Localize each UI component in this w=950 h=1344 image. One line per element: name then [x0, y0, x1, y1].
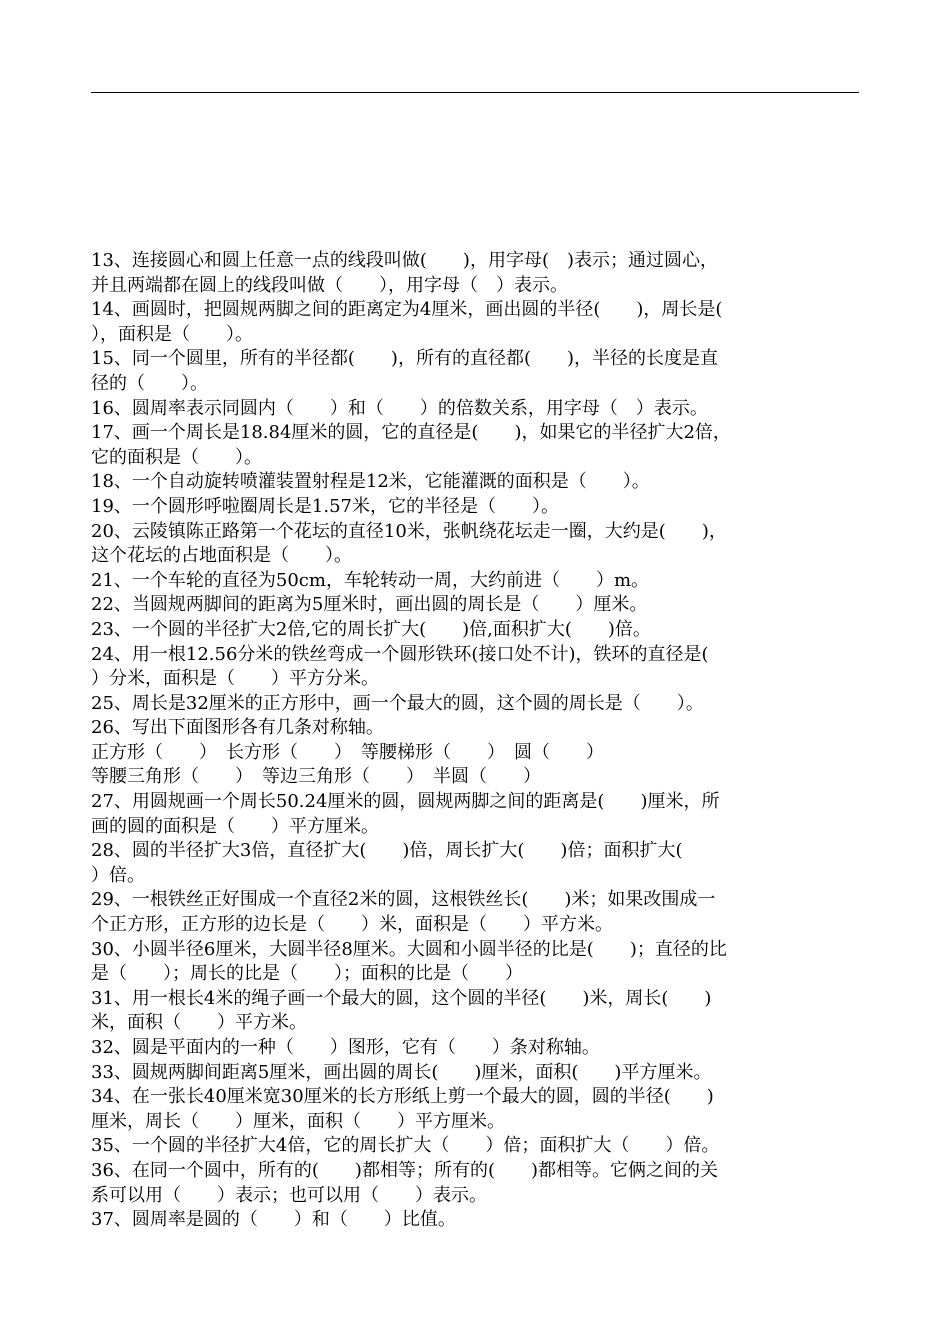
text-line: 21、一个车轮的直径为50cm，车轮转动一周，大约前进（ ）m。 [91, 569, 650, 591]
text-line: 33、圆规两脚间距离5厘米，画出圆的周长( )厘米，面积( )平方厘米。 [91, 1061, 712, 1083]
text-line: 20、云陵镇陈正路第一个花坛的直径10米，张帆绕花坛走一圈，大约是( )， [91, 520, 727, 542]
text-line: 23、一个圆的半径扩大2倍,它的周长扩大( )倍,面积扩大( )倍。 [91, 618, 651, 640]
text-line: ），面积是（ ）。 [91, 323, 253, 345]
text-line: 27、用圆规画一个周长50.24厘米的圆，圆规两脚之间的距离是( )厘米，所 [91, 791, 720, 813]
text-line: 24、用一根12.56分米的铁丝弯成一个圆形铁环(接口处不计)，铁环的直径是( [91, 643, 709, 665]
text-line: 18、一个自动旋转喷灌装置射程是12米，它能灌溉的面积是（ ）。 [91, 471, 650, 493]
header-rule [91, 92, 859, 93]
text-line: 30、小圆半径6厘米，大圆半径8厘米。大圆和小圆半径的比是( )；直径的比 [91, 938, 727, 960]
text-line: 画的圆的面积是（ ）平方厘米。 [91, 815, 379, 837]
text-line: 等腰三角形（ ） 等边三角形（ ） 半圆（ ） [91, 766, 541, 788]
question-list [91, 249, 859, 1233]
text-line: 正方形（ ） 长方形（ ） 等腰梯形（ ） 圆（ ） [91, 741, 604, 763]
text-line: 28、圆的半径扩大3倍，直径扩大( )倍，周长扩大( )倍；面积扩大( [91, 840, 683, 862]
text-line: 31、用一根长4米的绳子画一个最大的圆，这个圆的半径( )米，周长( ) [91, 987, 712, 1009]
text-line: 它的面积是（ ）。 [91, 446, 262, 468]
text-line: 36、在同一个圆中，所有的( )都相等；所有的( )都相等。它俩之间的关 [91, 1159, 718, 1181]
text-line: 35、一个圆的半径扩大4倍，它的周长扩大（ ）倍；面积扩大（ ）倍。 [91, 1135, 720, 1157]
text-line: ）分米，面积是（ ）平方分米。 [91, 668, 379, 690]
text-line: 34、在一张长40厘米宽30厘米的长方形纸上剪一个最大的圆，圆的半径( ) [91, 1086, 714, 1108]
text-line: 37、圆周率是圆的（ ）和（ ）比值。 [91, 1209, 456, 1231]
text-line: 15、同一个圆里，所有的半径都( )，所有的直径都( )，半径的长度是直 [91, 348, 718, 370]
text-line: 26、写出下面图形各有几条对称轴。 [91, 717, 384, 739]
text-line: ）倍。 [91, 864, 145, 886]
text-line: 米，面积（ ）平方米。 [91, 1012, 307, 1034]
text-line: 13、连接圆心和圆上任意一点的线段叫做( )，用字母( )表示；通过圆心， [91, 250, 718, 271]
text-line: 系可以用（ ）表示；也可以用（ ）表示。 [91, 1184, 487, 1206]
text-line: 29、一根铁丝正好围成一个直径2米的圆，这根铁丝长( )米；如果改围成一 [91, 889, 716, 911]
text-line: 厘米，周长（ ）厘米，面积（ ）平方厘米。 [91, 1110, 505, 1132]
text-line: 16、圆周率表示同圆内（ ）和（ ）的倍数关系，用字母（ ）表示。 [91, 397, 708, 419]
text-line: 个正方形，正方形的边长是（ ）米，面积是（ ）平方米。 [91, 914, 613, 936]
text-line: 32、圆是平面内的一种（ ）图形，它有（ ）条对称轴。 [91, 1037, 600, 1058]
text-line: 是（ ）；周长的比是（ ）；面积的比是（ ） [91, 963, 523, 985]
text-line: 19、一个圆形呼啦圈周长是1.57米，它的半径是（ ）。 [91, 495, 559, 517]
text-line: 14、画圆时，把圆规两脚之间的距离定为4厘米，画出圆的半径( )，周长是( [91, 299, 723, 321]
text-line: 径的（ ）。 [91, 372, 208, 394]
text-line: 17、画一个周长是18.84厘米的圆，它的直径是( )，如果它的半径扩大2倍， [91, 422, 731, 444]
text-line: 25、周长是32厘米的正方形中，画一个最大的圆，这个圆的周长是（ ）。 [91, 692, 704, 714]
text-line: 这个花坛的占地面积是（ ）。 [91, 545, 352, 567]
text-line: 22、当圆规两脚间的距离为5厘米时，画出圆的周长是（ ）厘米。 [91, 594, 648, 616]
text-line: 并且两端都在圆上的线段叫做（ ），用字母（ ）表示。 [91, 274, 568, 296]
